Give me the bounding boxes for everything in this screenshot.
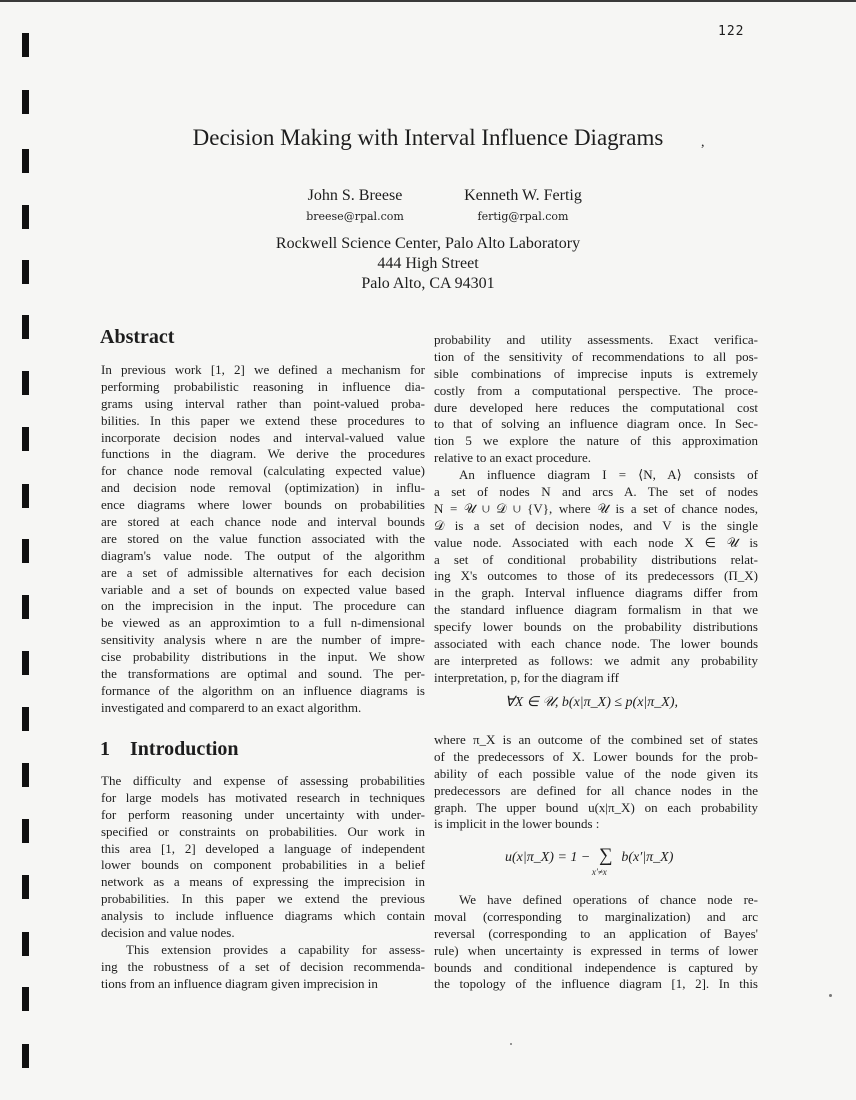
text-line: value node. Associated with each node X ∈ 𝒰 is — [434, 534, 758, 550]
text-line: The difficulty and expense of assessing probabilities — [101, 773, 425, 788]
affiliation-line: Palo Alto, CA 94301 — [361, 275, 495, 292]
binding-mark — [22, 932, 29, 956]
text-line: specify lower bounds on the probability distributions — [434, 619, 758, 635]
binding-mark — [22, 875, 29, 899]
text-line: a set of conditional probability distributions relat- — [434, 551, 758, 567]
author-name: Kenneth W. Fertig — [464, 187, 582, 204]
text-line: and decision node removal (optimization) in influ- — [101, 480, 425, 496]
text-line: ing the robustness of a set of decision recommenda- — [101, 958, 425, 974]
text-line: are interpreted as follows: we admit any probability — [434, 652, 758, 668]
abstract-body — [101, 362, 425, 717]
text-line: cise probability distributions in the input. We show — [101, 649, 425, 665]
text-line: N = 𝒰 ∪ 𝒟 ∪ {V}, where 𝒰 is a set of chance nodes, — [434, 500, 758, 516]
title-mark: , — [701, 135, 705, 150]
text-line: be viewed as an approximtion to a full n-dimensional — [101, 615, 425, 631]
section-number: 1 — [100, 738, 110, 760]
text-line: investigated and comparerd to an exact algorithm. — [101, 699, 362, 715]
text-line: bounds and conditional independence is captured by — [434, 959, 758, 975]
abstract-heading: Abstract — [100, 326, 175, 348]
author-email: fertig@rpal.com — [477, 210, 569, 223]
text-line: a set of nodes N and arcs A. The set of nodes — [434, 484, 758, 500]
text-line: We have defined operations of chance node re- — [459, 892, 758, 907]
equation-lower-bound: ∀X ∈ 𝒰, b(x|π_X) ≤ p(x|π_X), — [505, 695, 679, 710]
text-line: lower bounds on component probabilities in a belief — [101, 857, 425, 873]
author-2 — [428, 187, 618, 223]
section-title: Introduction — [130, 738, 239, 760]
text-line: moval (corresponding to marginalization) and arc — [434, 908, 758, 924]
text-line: In previous work [1, 2] we defined a mechanism for — [101, 362, 425, 377]
section-heading — [100, 738, 239, 761]
binding-mark — [22, 371, 29, 395]
text-line: sensitivity analysis where n are the number of impre- — [101, 632, 425, 648]
text-line: An influence diagram I = ⟨N, A⟩ consists of — [459, 467, 758, 483]
text-line: 𝒟 is a set of decision nodes, and V is the single — [434, 517, 758, 533]
text-line: formance of the algorithm on an influence diagrams is — [101, 682, 425, 698]
binding-mark — [22, 763, 29, 787]
text-line: functions in the diagram. We derive the procedures — [101, 446, 425, 462]
text-line: dure developed here reduces the computational cost — [434, 399, 758, 415]
text-line: of the predecessors of X. Lower bounds for the prob- — [434, 748, 758, 764]
text-line: reversal (corresponding to an application of Bayes' — [434, 925, 758, 941]
text-line: network as a means of expressing the imprecision in — [101, 874, 425, 890]
text-line: is implicit in the lower bounds : — [434, 816, 600, 832]
right-column-part-3 — [434, 892, 758, 993]
text-line: probability and utility assessments. Exact verifica- — [434, 332, 758, 347]
binding-mark — [22, 819, 29, 843]
text-line: interpretation, p, for the diagram iff — [434, 669, 619, 685]
text-line: diagram's value node. The output of the algorithm — [101, 547, 425, 563]
text-line: bilities. In this paper we extend these procedures to — [101, 412, 425, 428]
equation-rhs: b(x′|π_X) — [621, 850, 674, 865]
text-line: for large models has motivated research in techniques — [101, 789, 425, 805]
text-line: this area [1, 2] developed a language of independent — [101, 840, 425, 856]
text-line: probabilities. In this paper we extend the previous — [101, 891, 425, 907]
text-line: are stored at each chance node and interval bounds — [101, 514, 425, 530]
affiliation — [0, 234, 856, 294]
binding-mark — [22, 651, 29, 675]
text-line: tions from an influence diagram given imprecision in — [101, 975, 378, 991]
equation-lhs: u(x|π_X) = 1 − — [505, 850, 591, 865]
text-line: to that of solving an influence diagram once. In Sec- — [434, 416, 758, 432]
author-1 — [280, 187, 430, 223]
introduction-body — [101, 773, 425, 993]
text-line: for chance node removal (calculating expected value) — [101, 463, 425, 479]
binding-mark — [22, 315, 29, 339]
binding-mark — [22, 539, 29, 563]
text-line: specified or constraints on probabilities. Our work in — [101, 823, 425, 839]
text-line: graph. The upper bound u(x|π_X) on each probability — [434, 799, 758, 815]
right-column-part-1 — [434, 332, 758, 687]
binding-mark — [22, 90, 29, 114]
binding-mark — [22, 33, 29, 57]
affiliation-line: Rockwell Science Center, Palo Alto Laboratory — [275, 235, 581, 252]
text-line: on the imprecision in the input. The procedure can — [101, 598, 425, 614]
text-line: ing X's outcomes to those of its predecessors (Π_X) — [434, 568, 758, 584]
text-line: decision and value nodes. — [101, 925, 235, 941]
author-email: breese@rpal.com — [306, 210, 404, 223]
author-name: John S. Breese — [307, 187, 403, 204]
binding-mark — [22, 707, 29, 731]
text-line: ence diagrams where lower bounds on probabilities — [101, 497, 425, 513]
text-line: in the graph. Interval influence diagrams differ from — [434, 585, 758, 601]
text-line: analysis to include influence diagrams which contain — [101, 908, 425, 924]
binding-mark — [22, 484, 29, 508]
binding-mark — [22, 149, 29, 173]
text-line: variable and a set of bounds on expected value based — [101, 581, 425, 597]
affiliation-line: 444 High Street — [377, 255, 479, 272]
text-line: grams using interval rather than point-valued proba- — [101, 395, 425, 411]
equation-upper-bound — [505, 845, 725, 879]
text-line: costly from a computational perspective. The proce- — [434, 382, 758, 398]
text-line: are stored on the value function associated with the — [101, 530, 425, 546]
text-line: are a set of admissible alternatives for each decision — [101, 564, 425, 580]
text-line: performing probabilistic reasoning in influence dia- — [101, 378, 425, 394]
text-line: the transformations are optimal and sound. The per- — [101, 666, 425, 682]
summation-symbol: ∑ — [599, 845, 613, 866]
page-number: 122 — [718, 24, 745, 39]
binding-mark — [22, 1044, 29, 1068]
text-line: the topology of the influence diagram [1, 2]. In this — [434, 976, 758, 992]
binding-mark — [22, 205, 29, 229]
binding-mark — [22, 427, 29, 451]
text-line: This extension provides a capability for assess- — [126, 941, 425, 957]
text-line: ability of each possible value of the node given its — [434, 765, 758, 781]
text-line: the standard influence diagram formalism in that we — [434, 602, 758, 618]
text-line: where π_X is an outcome of the combined set of states — [434, 732, 758, 747]
text-line: tion 5 we explore the nature of this approximation — [434, 433, 758, 449]
text-line: associated with each chance node. The lower bounds — [434, 636, 758, 652]
paper-title-text: Decision Making with Interval Influence Diagrams — [192, 125, 664, 150]
binding-mark — [22, 595, 29, 619]
scan-speck — [510, 1043, 512, 1045]
text-line: for perform reasoning under uncertainty with under- — [101, 806, 425, 822]
summation-index: x′≠x — [591, 867, 607, 877]
text-line: incorporate decision nodes and interval-valued value — [101, 429, 425, 445]
top-rule — [0, 0, 856, 2]
text-line: tion of the sensitivity of recommendations to all pos- — [434, 348, 758, 364]
text-line: predecessors are defined for all chance nodes in the — [434, 782, 758, 798]
scan-speck — [829, 994, 832, 997]
binding-mark — [22, 987, 29, 1011]
paper-title — [0, 125, 856, 151]
text-line: rule) when uncertainty is expressed in terms of lower — [434, 942, 758, 958]
right-column-part-2 — [434, 732, 758, 833]
text-line: relative to an exact procedure. — [434, 450, 591, 466]
text-line: sible combinations of imprecise inputs is extremely — [434, 365, 758, 381]
